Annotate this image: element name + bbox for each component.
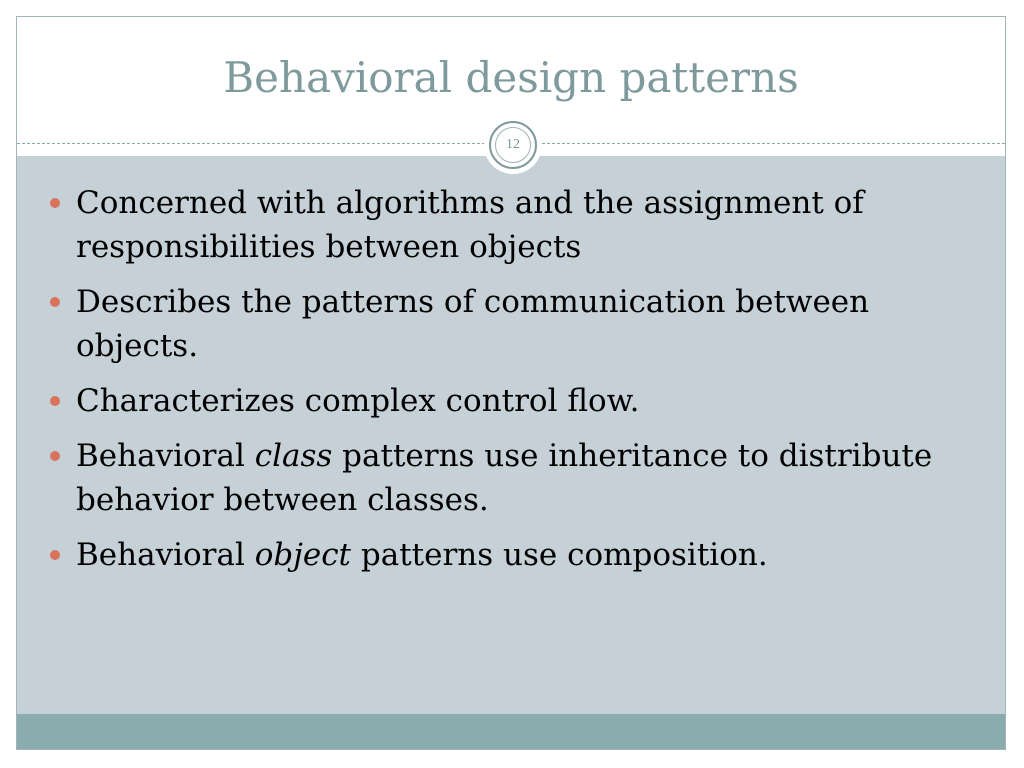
- bullet-emphasis-class: class: [254, 438, 333, 474]
- bullet-text: Concerned with algorithms and the assignment of responsibilities between objects: [76, 185, 864, 265]
- bullet-text-after: patterns use inheritance to distribute behavior between classes.: [76, 438, 933, 518]
- slide-title: Behavioral design patterns: [223, 53, 799, 102]
- page-number-ring: [489, 121, 537, 169]
- bullet-emphasis-object: object: [254, 537, 352, 573]
- bullet-marker-icon: [50, 451, 60, 461]
- footer-band: [17, 714, 1005, 749]
- bullet-item: [17, 280, 1005, 368]
- bullet-marker-icon: [50, 198, 60, 208]
- page-number: 12: [495, 127, 531, 163]
- bullet-list: [17, 181, 1005, 588]
- bullet-item: [17, 434, 1005, 522]
- bullet-text: Describes the patterns of communication between objects.: [76, 284, 870, 364]
- page-number-badge: [484, 116, 542, 174]
- bullet-text-before: Behavioral: [76, 438, 255, 474]
- bullet-item: [17, 379, 1005, 423]
- slide: [16, 16, 1006, 750]
- bullet-marker-icon: [50, 550, 60, 560]
- bullet-text: Characterizes complex control flow.: [76, 383, 640, 419]
- bullet-item: [17, 533, 1005, 577]
- bullet-item: [17, 181, 1005, 269]
- bullet-marker-icon: [50, 297, 60, 307]
- bullet-text-before: Behavioral: [76, 537, 255, 573]
- bullet-text-after: patterns use composition.: [351, 537, 768, 573]
- bullet-marker-icon: [50, 396, 60, 406]
